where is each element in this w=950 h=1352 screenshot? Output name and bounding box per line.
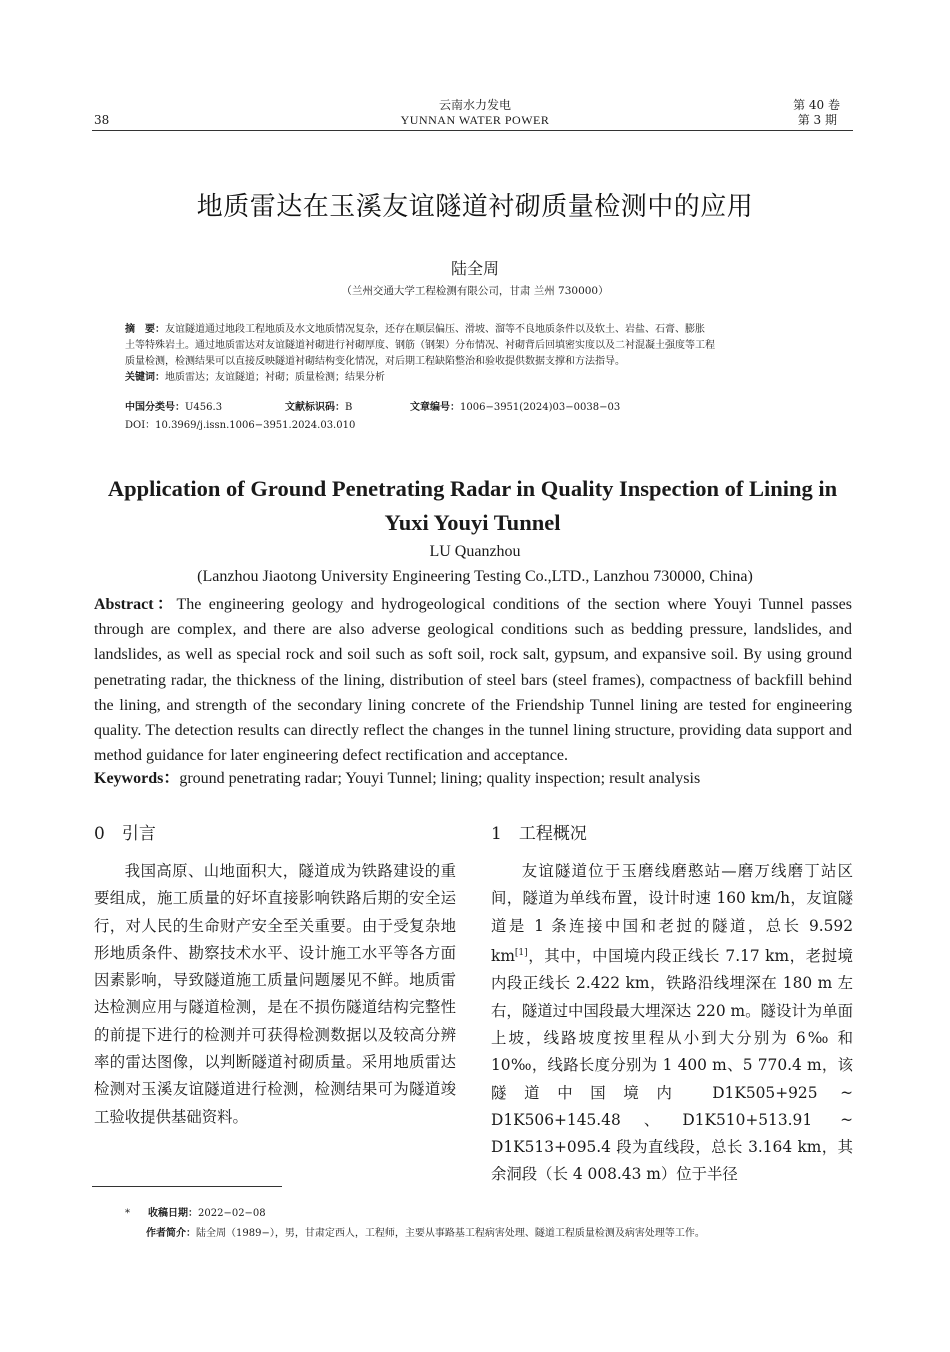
keywords-cn-label: 关键词： (125, 372, 165, 383)
abstract-cn-label: 摘 要： (125, 324, 165, 335)
keywords-en-label: Keywords (94, 770, 164, 787)
doi: DOI：10.3969/j.issn.1006−3951.2024.03.010 (125, 420, 356, 431)
author-cn: 陆全周 (450, 259, 499, 278)
journal-name-en: YUNNAN WATER POWER (400, 113, 550, 127)
title-en-line1: Application of Ground Penetrating Radar in Quality Inspection of Lining in (107, 476, 838, 501)
doc-code-label: 文献标识码： (285, 402, 345, 413)
section-0-body (94, 858, 456, 1131)
title-en-line2: Yuxi Youyi Tunnel (384, 510, 561, 535)
section-1-text-a: 友谊隧道位于玉磨线磨憨站—磨万线磨丁站区间，隧道为单线布置，设计时速 160 km/h，友谊隧道是 1 条连接中国和老挝的隧道，总长 9.592 km (491, 862, 853, 966)
abstract-cn-line1: 友谊隧道通过地段工程地质及水文地质情况复杂，还存在顺层偏压、滑坡、溜等不良地质条件以及软土、岩盐、石膏、膨胀 (165, 324, 705, 335)
clc-label: 中国分类号： (125, 402, 185, 413)
page-number: 38 (94, 113, 110, 127)
section-1-heading: 1 工程概况 (491, 824, 587, 844)
title-cn: 地质雷达在玉溪友谊隧道衬砌质量检测中的应用 (196, 192, 754, 222)
clc-value: U456.3 (185, 402, 223, 413)
doc-code-row (285, 400, 405, 416)
bio-text: 陆全周（1989−），男，甘肃定西人，工程师，主要从事路基工程病害处理、隧道工程质量检测及病害处理等工作。 (196, 1228, 705, 1239)
section-1-text-b: ，其中，中国境内段正线长 7.17 km，老挝境内段正线长 2.422 km，铁路沿线埋深在 180 m 左右，隧道过中国段最大埋深达 220 m。隧设计为单面上坡，线路坡度按里程从小到大分别为 6‰ 和 10‰，线路长度分别为 1 400 m、5 770.4 m，该隧道中国境内 D1K505+925 ~ D1K506+145.48、D1K510+513.91 ~ D1K513+095.4 段为直线段，总长 3.164 km，其余洞段（长 4 008.43 m）位于半径 (491, 947, 853, 1184)
journal-name-cn: 云南水力发电 (438, 98, 511, 112)
article-number-label: 文章编号： (410, 402, 460, 413)
abstract-en-label: Abstract (94, 596, 154, 613)
header-rule (92, 130, 853, 131)
affiliation-en: (Lanzhou Jiaotong University Engineering Testing Co.,LTD., Lanzhou 730000, China) (197, 568, 753, 585)
author-en: LU Quanzhou (429, 543, 521, 560)
received-label: 收稿日期： (148, 1208, 198, 1219)
section-0-paragraph: 我国高原、山地面积大，隧道成为铁路建设的重要组成，施工质量的好坏直接影响铁路后期的安全运行，对人民的生命财产安全至关重要。由于受复杂地形地质条件、勘察技术水平、设计施工水平等各方面因素影响，导致隧道施工质量问题屡见不鲜。地质雷达检测应用与隧道检测，是在不损伤隧道结构完整性的前提下进行的检测并可获得检测数据以及较高分辨率的雷达图像，以判断隧道衬砌质量。采用地质雷达检测对玉溪友谊隧道进行检测，检测结果可为隧道竣工验收提供基础资料。 (94, 862, 456, 1126)
footnote-rule (92, 1186, 282, 1187)
abstract-en: Abstract：The engineering geology and hydrogeological conditions of the section where Youyi Tunnel passes through are complex, and there are also adverse geological conditions such as bedding pressure, landslides, and landslides, as well as special rock and soil such as soft soil, rock salt, gypsum, and expansive soil. By using ground penetrating radar, the thickness of the lining, distribution of steel bars (steel frames), compactness of backfill behind the lining, and strength of the secondary lining concrete of the Friendship Tunnel lining are tested for engineering quality. The detection results can directly reflect the changes in the tunnel lining structure, providing data support and method guidance for later engineering defect rectification and acceptance. (94, 596, 852, 765)
abstract-cn (125, 322, 825, 386)
abstract-cn-line2: 土等特殊岩土。通过地质雷达对友谊隧道衬砌进行衬砌厚度、钢筋（钢架）分布情况、衬砌背后回填密实度以及二衬混凝土强度等工程 (125, 340, 715, 351)
citation-ref-1[interactable]: [1] (514, 947, 528, 958)
article-number-value: 1006−3951(2024)03−0038−03 (460, 402, 621, 413)
section-1-body (491, 858, 853, 1189)
bio-label: 作者简介： (146, 1228, 196, 1239)
affiliation-cn: （兰州交通大学工程检测有限公司，甘肃 兰州 730000） (341, 285, 609, 297)
section-0-heading: 0 引言 (94, 824, 156, 844)
keywords-en: Keywords：ground penetrating radar; Youyi Tunnel; lining; quality inspection; result analysis (94, 770, 701, 787)
doc-code-value: B (345, 402, 353, 413)
footnote-bio (146, 1227, 705, 1241)
keywords-cn: 地质雷达；友谊隧道；衬砌；质量检测；结果分析 (165, 372, 385, 383)
footnote-received (125, 1207, 266, 1221)
abstract-cn-line3: 质量检测，检测结果可以直接反映隧道衬砌结构变化情况，对后期工程缺陷整治和验收提供数据支撑和方法指导。 (125, 356, 625, 367)
received-date: 2022−02−08 (198, 1208, 266, 1219)
abstract-en-text: The engineering geology and hydrogeological conditions of the section where Youyi Tunnel passes through are complex, and there are also adverse geological conditions such as bedding pressure, landslides, and landslides, as well as special rock and soil such as soft soil, rock salt, gypsum, and expansive soil. By using ground penetrating radar, the thickness of the lining, distribution of steel bars (steel frames), compactness of backfill behind the lining, and strength of the secondary lining concrete of the Friendship Tunnel lining are tested for engineering quality. The detection results can directly reflect the changes in the tunnel lining structure, providing data support and method guidance for later engineering defect rectification and acceptance. (94, 596, 852, 765)
article-number-row (410, 400, 710, 416)
issue: 第 3 期 (797, 113, 837, 127)
title-en (92, 472, 853, 540)
section-1-paragraph (491, 858, 853, 1189)
keywords-en-text: ground penetrating radar; Youyi Tunnel; lining; quality inspection; result analysis (179, 770, 701, 787)
volume: 第 40 卷 (793, 98, 840, 112)
footnote-star: * (125, 1208, 130, 1219)
